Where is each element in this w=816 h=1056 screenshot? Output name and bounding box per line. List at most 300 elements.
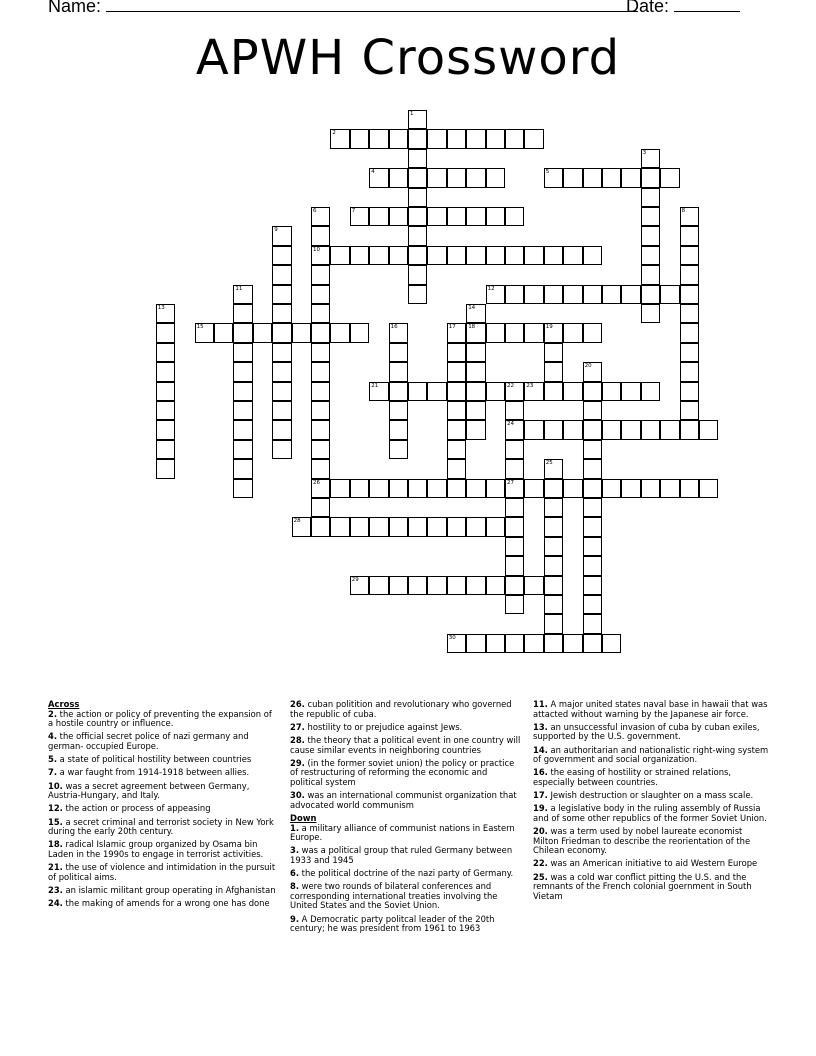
grid-cell[interactable] (311, 440, 330, 459)
clue-item (533, 791, 769, 801)
grid-cell[interactable] (641, 226, 660, 245)
grid-cell[interactable] (311, 246, 330, 265)
grid-cell[interactable] (660, 168, 679, 187)
clue-number-label: 25. (533, 871, 548, 882)
grid-cell[interactable] (486, 517, 505, 536)
grid-cell[interactable] (680, 401, 699, 420)
grid-cell[interactable] (505, 537, 524, 556)
grid-cell[interactable] (427, 517, 446, 536)
grid-cell[interactable] (524, 285, 543, 304)
grid-cell[interactable] (447, 382, 466, 401)
grid-cell[interactable] (524, 382, 543, 401)
grid-cell[interactable] (389, 576, 408, 595)
clue-number-label: 27. (290, 721, 305, 732)
clue-number: 10 (313, 246, 320, 253)
grid-cell[interactable] (389, 207, 408, 226)
grid-cell[interactable] (486, 129, 505, 148)
clue-number-label: 29. (290, 757, 305, 768)
grid-cell[interactable] (505, 246, 524, 265)
clue-number-label: 4. (48, 731, 58, 742)
grid-cell[interactable] (156, 420, 175, 439)
grid-cell[interactable] (233, 440, 252, 459)
grid-cell[interactable] (680, 323, 699, 342)
grid-cell[interactable] (563, 420, 582, 439)
grid-cell[interactable] (641, 479, 660, 498)
grid-cell[interactable] (524, 323, 543, 342)
grid-cell[interactable] (583, 382, 602, 401)
grid-cell[interactable] (389, 440, 408, 459)
grid-cell[interactable] (583, 285, 602, 304)
grid-cell[interactable] (680, 420, 699, 439)
grid-cell[interactable] (214, 323, 233, 342)
grid-cell[interactable] (583, 576, 602, 595)
grid-cell[interactable] (544, 420, 563, 439)
grid-cell[interactable] (602, 420, 621, 439)
grid-cell[interactable] (156, 382, 175, 401)
grid-cell[interactable] (427, 479, 446, 498)
grid-cell[interactable] (389, 129, 408, 148)
grid-cell[interactable] (583, 323, 602, 342)
clue-text: an unsuccessful invasion of cuba by cuban exiles, supported by the U.S. government. (533, 721, 760, 742)
grid-cell[interactable] (505, 576, 524, 595)
grid-cell[interactable] (272, 285, 291, 304)
grid-cell[interactable] (544, 634, 563, 653)
grid-cell[interactable] (311, 479, 330, 498)
grid-cell[interactable] (408, 517, 427, 536)
grid-cell[interactable] (524, 479, 543, 498)
grid-cell[interactable] (389, 343, 408, 362)
grid-cell[interactable] (544, 168, 563, 187)
grid-cell[interactable] (466, 479, 485, 498)
grid-cell[interactable] (389, 401, 408, 420)
grid-cell[interactable] (583, 362, 602, 381)
date-label: Date: (626, 0, 670, 16)
grid-cell[interactable] (233, 323, 252, 342)
grid-cell[interactable] (544, 285, 563, 304)
grid-cell[interactable] (350, 323, 369, 342)
clue-item (533, 859, 769, 869)
grid-cell[interactable] (447, 323, 466, 342)
grid-cell[interactable] (544, 479, 563, 498)
grid-cell[interactable] (427, 246, 446, 265)
grid-cell[interactable] (369, 382, 388, 401)
grid-cell[interactable] (466, 168, 485, 187)
grid-cell[interactable] (350, 207, 369, 226)
grid-cell[interactable] (544, 517, 563, 536)
grid-cell[interactable] (408, 285, 427, 304)
grid-cell[interactable] (680, 382, 699, 401)
grid-cell[interactable] (621, 285, 640, 304)
grid-cell[interactable] (350, 576, 369, 595)
clue-number: 19 (545, 324, 553, 331)
clue-number: 29 (351, 576, 359, 583)
grid-cell[interactable] (233, 343, 252, 362)
grid-cell[interactable] (330, 517, 349, 536)
grid-cell[interactable] (602, 479, 621, 498)
grid-cell[interactable] (311, 207, 330, 226)
grid-cell[interactable] (583, 440, 602, 459)
grid-cell[interactable] (311, 323, 330, 342)
grid-cell[interactable] (486, 576, 505, 595)
grid-cell[interactable] (505, 634, 524, 653)
grid-cell[interactable] (466, 362, 485, 381)
grid-cell[interactable] (156, 362, 175, 381)
grid-cell[interactable] (680, 265, 699, 284)
grid-cell[interactable] (369, 207, 388, 226)
grid-cell[interactable] (389, 246, 408, 265)
grid-cell[interactable] (369, 576, 388, 595)
grid-cell[interactable] (680, 479, 699, 498)
grid-cell[interactable] (195, 323, 214, 342)
grid-cell[interactable] (233, 285, 252, 304)
grid-cell[interactable] (524, 129, 543, 148)
grid-cell[interactable] (680, 343, 699, 362)
grid-cell[interactable] (156, 459, 175, 478)
grid-cell[interactable] (505, 420, 524, 439)
grid-cell[interactable] (350, 479, 369, 498)
grid-cell[interactable] (369, 479, 388, 498)
grid-cell[interactable] (311, 304, 330, 323)
grid-cell[interactable] (272, 420, 291, 439)
grid-cell[interactable] (466, 129, 485, 148)
grid-cell[interactable] (505, 479, 524, 498)
grid-cell[interactable] (389, 479, 408, 498)
grid-cell[interactable] (447, 343, 466, 362)
clue-item (290, 915, 522, 934)
grid-cell[interactable] (583, 420, 602, 439)
grid-cell[interactable] (641, 420, 660, 439)
clue-number: 30 (448, 634, 456, 641)
grid-cell[interactable] (447, 401, 466, 420)
clue-number: 25 (545, 460, 553, 467)
grid-cell[interactable] (505, 401, 524, 420)
grid-cell[interactable] (408, 382, 427, 401)
grid-cell[interactable] (292, 323, 311, 342)
grid-cell[interactable] (233, 304, 252, 323)
grid-cell[interactable] (602, 634, 621, 653)
grid-cell[interactable] (311, 498, 330, 517)
grid-cell[interactable] (369, 129, 388, 148)
grid-cell[interactable] (563, 285, 582, 304)
grid-cell[interactable] (272, 226, 291, 245)
grid-cell[interactable] (583, 614, 602, 633)
grid-cell[interactable] (486, 285, 505, 304)
grid-cell[interactable] (524, 246, 543, 265)
grid-cell[interactable] (583, 556, 602, 575)
grid-cell[interactable] (311, 362, 330, 381)
grid-cell[interactable] (447, 129, 466, 148)
grid-cell[interactable] (563, 323, 582, 342)
grid-cell[interactable] (408, 265, 427, 284)
grid-cell[interactable] (563, 246, 582, 265)
grid-cell[interactable] (447, 362, 466, 381)
grid-cell[interactable] (311, 420, 330, 439)
grid-cell[interactable] (621, 382, 640, 401)
grid-cell[interactable] (699, 479, 718, 498)
grid-cell[interactable] (641, 382, 660, 401)
grid-cell[interactable] (272, 323, 291, 342)
grid-cell[interactable] (641, 149, 660, 168)
grid-cell[interactable] (253, 323, 272, 342)
clue-text: the official secret police of nazi germany and german- occupied Europe. (48, 731, 249, 751)
grid-cell[interactable] (544, 382, 563, 401)
grid-cell[interactable] (524, 576, 543, 595)
grid-cell[interactable] (389, 168, 408, 187)
grid-cell[interactable] (311, 401, 330, 420)
grid-cell[interactable] (583, 595, 602, 614)
grid-cell[interactable] (466, 420, 485, 439)
clue-number-label: 15. (48, 816, 63, 827)
grid-cell[interactable] (408, 188, 427, 207)
grid-cell[interactable] (505, 323, 524, 342)
grid-cell[interactable] (621, 479, 640, 498)
grid-cell[interactable] (408, 168, 427, 187)
grid-cell[interactable] (156, 323, 175, 342)
grid-cell[interactable] (486, 479, 505, 498)
grid-cell[interactable] (389, 362, 408, 381)
grid-cell[interactable] (292, 517, 311, 536)
grid-cell[interactable] (505, 556, 524, 575)
grid-cell[interactable] (680, 285, 699, 304)
grid-cell[interactable] (544, 459, 563, 478)
grid-cell[interactable] (369, 168, 388, 187)
grid-cell[interactable] (350, 517, 369, 536)
grid-cell[interactable] (544, 323, 563, 342)
grid-cell[interactable] (641, 207, 660, 226)
grid-cell[interactable] (272, 440, 291, 459)
grid-cell[interactable] (621, 420, 640, 439)
grid-cell[interactable] (408, 207, 427, 226)
grid-cell[interactable] (486, 634, 505, 653)
grid-cell[interactable] (311, 459, 330, 478)
grid-cell[interactable] (641, 168, 660, 187)
grid-cell[interactable] (583, 459, 602, 478)
grid-cell[interactable] (156, 401, 175, 420)
grid-cell[interactable] (486, 168, 505, 187)
grid-cell[interactable] (641, 304, 660, 323)
grid-cell[interactable] (272, 265, 291, 284)
grid-cell[interactable] (544, 595, 563, 614)
grid-cell[interactable] (369, 517, 388, 536)
clue-number: 28 (293, 518, 301, 525)
grid-cell[interactable] (583, 479, 602, 498)
clue-item (48, 840, 276, 859)
grid-cell[interactable] (233, 459, 252, 478)
grid-cell[interactable] (350, 129, 369, 148)
grid-cell[interactable] (389, 323, 408, 342)
grid-cell[interactable] (311, 343, 330, 362)
grid-cell[interactable] (505, 440, 524, 459)
grid-cell[interactable] (680, 246, 699, 265)
clue-number: 11 (235, 285, 243, 292)
grid-cell[interactable] (544, 614, 563, 633)
clue-number-label: 10. (48, 780, 63, 791)
grid-cell[interactable] (156, 304, 175, 323)
grid-cell[interactable] (641, 246, 660, 265)
grid-cell[interactable] (583, 537, 602, 556)
grid-cell[interactable] (680, 362, 699, 381)
grid-cell[interactable] (621, 168, 640, 187)
grid-cell[interactable] (408, 226, 427, 245)
clue-number-label: 30. (290, 790, 305, 801)
clue-item (48, 732, 276, 751)
grid-cell[interactable] (311, 285, 330, 304)
grid-cell[interactable] (641, 285, 660, 304)
grid-cell[interactable] (486, 323, 505, 342)
grid-cell[interactable] (641, 188, 660, 207)
grid-cell[interactable] (466, 323, 485, 342)
grid-cell[interactable] (544, 576, 563, 595)
clues-column-1 (48, 700, 276, 912)
grid-cell[interactable] (563, 479, 582, 498)
grid-cell[interactable] (408, 110, 427, 129)
grid-cell[interactable] (602, 168, 621, 187)
grid-cell[interactable] (544, 556, 563, 575)
grid-cell[interactable] (272, 362, 291, 381)
grid-cell[interactable] (272, 401, 291, 420)
grid-cell[interactable] (272, 246, 291, 265)
grid-cell[interactable] (466, 343, 485, 362)
grid-cell[interactable] (524, 420, 543, 439)
grid-cell[interactable] (408, 576, 427, 595)
grid-cell[interactable] (544, 343, 563, 362)
grid-cell[interactable] (680, 304, 699, 323)
grid-cell[interactable] (447, 517, 466, 536)
grid-cell[interactable] (272, 343, 291, 362)
grid-cell[interactable] (408, 479, 427, 498)
grid-cell[interactable] (466, 517, 485, 536)
grid-cell[interactable] (233, 420, 252, 439)
grid-cell[interactable] (408, 129, 427, 148)
grid-cell[interactable] (680, 226, 699, 245)
grid-cell[interactable] (602, 285, 621, 304)
grid-cell[interactable] (660, 420, 679, 439)
grid-cell[interactable] (408, 149, 427, 168)
grid-cell[interactable] (389, 517, 408, 536)
grid-cell[interactable] (699, 420, 718, 439)
grid-cell[interactable] (544, 498, 563, 517)
grid-cell[interactable] (563, 634, 582, 653)
grid-cell[interactable] (389, 420, 408, 439)
grid-cell[interactable] (330, 323, 349, 342)
grid-cell[interactable] (583, 517, 602, 536)
grid-cell[interactable] (466, 246, 485, 265)
grid-cell[interactable] (466, 401, 485, 420)
grid-cell[interactable] (466, 634, 485, 653)
grid-cell[interactable] (544, 246, 563, 265)
clue-text: radical Islamic group organized by Osama bin Laden in the 1990s to engage in terrorist activities. (48, 839, 264, 859)
grid-cell[interactable] (311, 382, 330, 401)
grid-cell[interactable] (563, 382, 582, 401)
grid-cell[interactable] (427, 382, 446, 401)
grid-cell[interactable] (447, 207, 466, 226)
grid-cell[interactable] (369, 246, 388, 265)
grid-cell[interactable] (447, 440, 466, 459)
grid-cell[interactable] (583, 634, 602, 653)
grid-cell[interactable] (272, 382, 291, 401)
grid-cell[interactable] (505, 129, 524, 148)
grid-cell[interactable] (660, 479, 679, 498)
grid-cell[interactable] (233, 382, 252, 401)
grid-cell[interactable] (272, 304, 291, 323)
grid-cell[interactable] (505, 207, 524, 226)
grid-cell[interactable] (350, 246, 369, 265)
grid-cell[interactable] (389, 382, 408, 401)
grid-cell[interactable] (447, 246, 466, 265)
grid-cell[interactable] (505, 285, 524, 304)
grid-cell[interactable] (447, 634, 466, 653)
grid-cell[interactable] (311, 517, 330, 536)
grid-cell[interactable] (544, 362, 563, 381)
grid-cell[interactable] (447, 168, 466, 187)
clue-item (533, 700, 769, 719)
grid-cell[interactable] (505, 382, 524, 401)
grid-cell[interactable] (233, 362, 252, 381)
grid-cell[interactable] (505, 517, 524, 536)
grid-cell[interactable] (427, 576, 446, 595)
grid-cell[interactable] (447, 459, 466, 478)
clue-item (290, 723, 522, 733)
grid-cell[interactable] (486, 382, 505, 401)
grid-cell[interactable] (505, 459, 524, 478)
grid-cell[interactable] (680, 207, 699, 226)
grid-cell[interactable] (466, 576, 485, 595)
grid-cell[interactable] (156, 343, 175, 362)
grid-cell[interactable] (408, 246, 427, 265)
grid-cell[interactable] (466, 207, 485, 226)
grid-cell[interactable] (311, 265, 330, 284)
grid-cell[interactable] (505, 595, 524, 614)
grid-cell[interactable] (544, 537, 563, 556)
grid-cell[interactable] (466, 304, 485, 323)
grid-cell[interactable] (427, 207, 446, 226)
grid-cell[interactable] (447, 420, 466, 439)
clue-number: 23 (526, 382, 534, 389)
grid-cell[interactable] (583, 498, 602, 517)
grid-cell[interactable] (486, 207, 505, 226)
clue-item (48, 804, 276, 814)
grid-cell[interactable] (330, 129, 349, 148)
grid-cell[interactable] (447, 576, 466, 595)
grid-cell[interactable] (330, 246, 349, 265)
grid-cell[interactable] (660, 285, 679, 304)
clue-number-label: 11. (533, 699, 548, 709)
clue-number-label: 2. (48, 708, 58, 719)
grid-cell[interactable] (447, 479, 466, 498)
grid-cell[interactable] (583, 401, 602, 420)
grid-cell[interactable] (505, 498, 524, 517)
clue-text: A major united states naval base in hawaii that was attacted without warning by the Japanese air force. (533, 699, 768, 719)
clue-number-label: 7. (48, 767, 58, 778)
grid-cell[interactable] (233, 479, 252, 498)
grid-cell[interactable] (427, 129, 446, 148)
grid-cell[interactable] (583, 246, 602, 265)
grid-cell[interactable] (427, 168, 446, 187)
grid-cell[interactable] (466, 382, 485, 401)
grid-cell[interactable] (156, 440, 175, 459)
grid-cell[interactable] (602, 382, 621, 401)
grid-cell[interactable] (641, 265, 660, 284)
grid-cell[interactable] (311, 226, 330, 245)
grid-cell[interactable] (486, 246, 505, 265)
clue-item (48, 755, 276, 765)
grid-cell[interactable] (524, 634, 543, 653)
grid-cell[interactable] (563, 168, 582, 187)
clue-number: 24 (507, 421, 514, 428)
grid-cell[interactable] (233, 401, 252, 420)
grid-cell[interactable] (330, 479, 349, 498)
grid-cell[interactable] (583, 168, 602, 187)
